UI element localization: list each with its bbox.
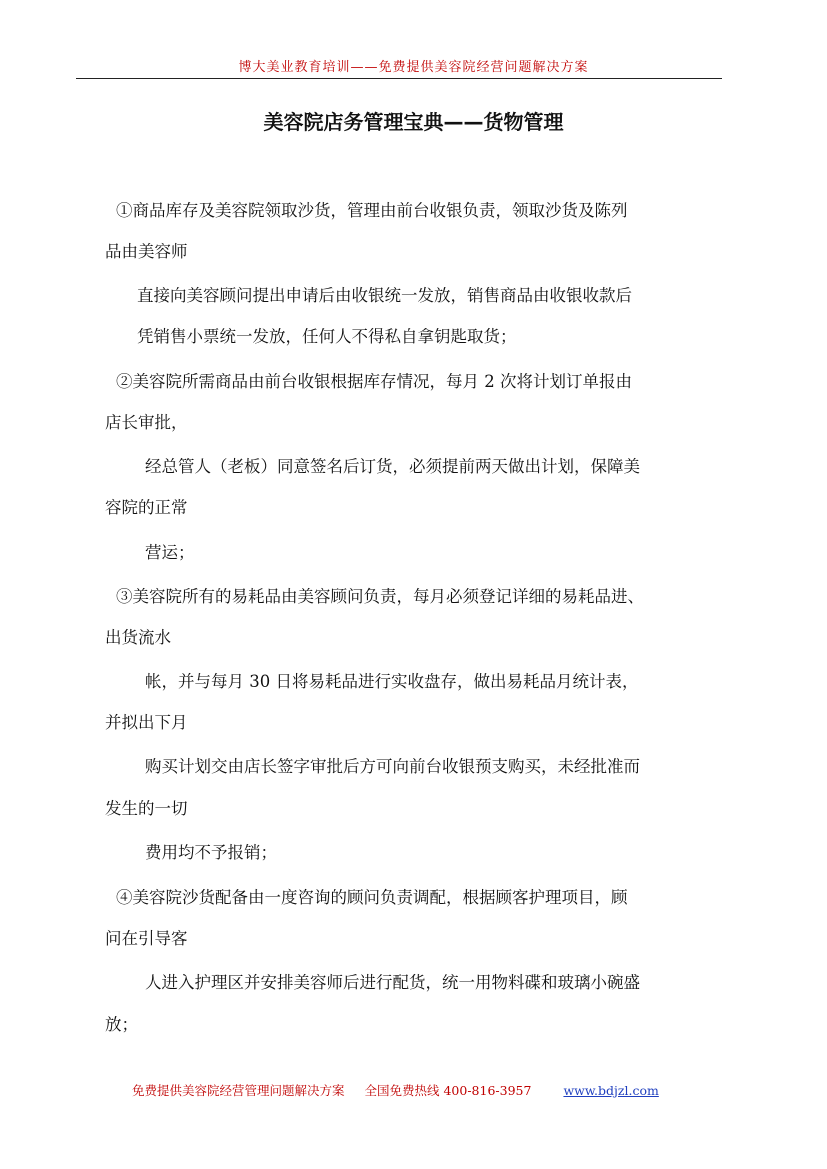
document-title: 美容院店务管理宝典——货物管理 bbox=[263, 110, 564, 134]
paragraph-line: ④美容院沙货配备由一度咨询的顾问负责调配，根据顾客护理项目，顾 bbox=[116, 888, 628, 907]
footer-service-text: 免费提供美容院经营管理问题解决方案 bbox=[132, 1083, 345, 1098]
paragraph-line: 人进入护理区并安排美容师后进行配货，统一用物料碟和玻璃小碗盛 bbox=[145, 973, 640, 992]
paragraph-line: 容院的正常 bbox=[105, 498, 188, 517]
paragraph-line: 费用均不予报销； bbox=[145, 843, 277, 862]
paragraph-line: 放； bbox=[105, 1015, 138, 1034]
page-footer bbox=[132, 1083, 659, 1099]
paragraph-line: ③美容院所有的易耗品由美容顾问负责，每月必须登记详细的易耗品进、 bbox=[116, 587, 644, 606]
paragraph-line: 出货流水 bbox=[105, 628, 171, 647]
paragraph-line: 品由美容师 bbox=[105, 242, 188, 261]
paragraph-line: 购买计划交由店长签字审批后方可向前台收银预支购买，未经批准而 bbox=[145, 757, 640, 776]
paragraph-line: ②美容院所需商品由前台收银根据库存情况，每月 2 次将计划订单报由 bbox=[116, 372, 632, 391]
page-header: 博大美业教育培训——免费提供美容院经营问题解决方案 bbox=[238, 60, 589, 75]
paragraph-line: 直接向美容顾问提出申请后由收银统一发放，销售商品由收银收款后 bbox=[137, 286, 632, 305]
paragraph-line: 问在引导客 bbox=[105, 929, 188, 948]
paragraph-line: 并拟出下月 bbox=[105, 713, 188, 732]
footer-website-link[interactable]: www.bdjzl.com bbox=[563, 1083, 659, 1098]
paragraph-line: 帐，并与每月 30 日将易耗品进行实收盘存，做出易耗品月统计表， bbox=[145, 672, 639, 691]
footer-hotline: 全国免费热线 400-816-3957 bbox=[364, 1083, 532, 1098]
paragraph-line: 经总管人（老板）同意签名后订货，必须提前两天做出计划，保障美 bbox=[145, 457, 640, 476]
paragraph-line: 凭销售小票统一发放，任何人不得私自拿钥匙取货； bbox=[137, 327, 517, 346]
header-divider bbox=[76, 78, 722, 79]
paragraph-line: 发生的一切 bbox=[105, 799, 188, 818]
paragraph-line: ①商品库存及美容院领取沙货，管理由前台收银负责，领取沙货及陈列 bbox=[116, 201, 628, 220]
paragraph-line: 店长审批， bbox=[105, 413, 188, 432]
paragraph-line: 营运； bbox=[145, 543, 195, 562]
